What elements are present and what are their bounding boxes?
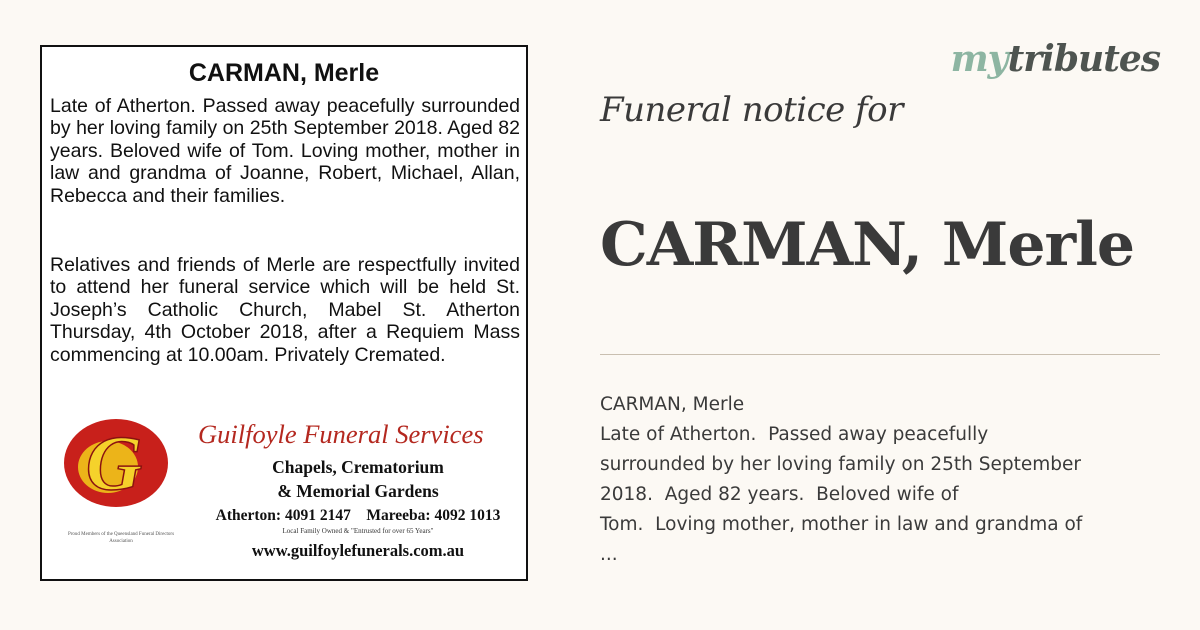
logo-letter: G <box>85 419 143 506</box>
notice-intro-heading: Funeral notice for <box>600 90 903 130</box>
association-member-text: Proud Members of the Queensland Funeral Directors Association <box>67 532 175 544</box>
ad-tagline: Local Family Owned & "Entrusted for over 65 Years" <box>282 527 434 535</box>
ad-services-line-1: Chapels, Crematorium <box>272 457 444 477</box>
brand-part-my: my <box>950 38 1008 80</box>
excerpt-line: 2018. Aged 82 years. Beloved wife of <box>600 484 959 505</box>
notice-clipping <box>40 45 528 581</box>
notice-paragraph-1: Late of Atherton. Passed away peacefully surrounded by her loving family on 25th September 2018. Aged 82 years. Beloved wife of Tom. Loving mother, mother in law and grandma of Joanne, Robert, Michael, Allan, Rebecca and their families. <box>50 95 520 207</box>
ad-services-line-2: & Memorial Gardens <box>277 481 439 501</box>
ad-website: www.guilfoylefunerals.com.au <box>251 541 465 560</box>
excerpt-line: CARMAN, Merle <box>600 394 745 415</box>
divider <box>600 354 1160 355</box>
notice-excerpt <box>600 390 1140 570</box>
mytributes-logo[interactable] <box>951 38 1160 80</box>
excerpt-ellipsis: ... <box>600 544 618 565</box>
excerpt-line: Late of Atherton. Passed away peacefully <box>600 424 989 445</box>
notice-title: CARMAN, Merle <box>188 59 380 87</box>
funeral-home-ad <box>56 413 518 565</box>
notice-paragraph-2: Relatives and friends of Merle are respectfully invited to attend her funeral service which will be held St. Joseph’s Catholic Church, Mabel St. Atherton Thursday, 4th October 2018, after a Requiem Mass commencing at 10.00am. Privately Cremated. <box>50 254 520 366</box>
deceased-name-heading: CARMAN, Merle <box>600 210 1135 280</box>
funeral-company-name: Guilfoyle Funeral Services <box>198 419 484 449</box>
ad-phone-numbers: Atherton: 4091 2147 Mareeba: 4092 1013 <box>215 507 501 524</box>
brand-part-tributes: tributes <box>1007 38 1160 80</box>
excerpt-line: surrounded by her loving family on 25th September <box>600 454 1081 475</box>
excerpt-line: Tom. Loving mother, mother in law and grandma of <box>600 514 1083 535</box>
guilfoyle-logo <box>56 413 188 513</box>
